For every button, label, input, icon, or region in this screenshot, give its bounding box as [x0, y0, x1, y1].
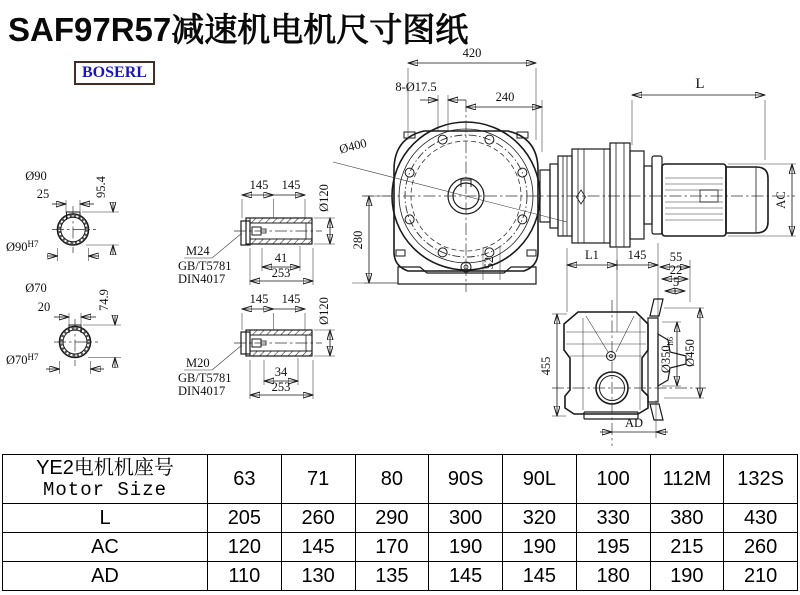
hollow-upper-253-label: 253 — [271, 266, 291, 280]
column-header-132S: 132S — [724, 455, 798, 504]
column-header-80: 80 — [355, 455, 429, 504]
table-row-L — [3, 504, 798, 533]
shaft-upper-bore-label: $Ø90^{H7}$ — [6, 239, 39, 254]
dim-350h6-label: $Ø350_{h6}$ — [659, 336, 675, 374]
hollow-lower-thread-label: M20 — [186, 356, 210, 370]
table-cell: 195 — [576, 533, 650, 562]
table-cell: 330 — [576, 504, 650, 533]
column-header-71: 71 — [281, 455, 355, 504]
motor-size-header — [3, 455, 208, 504]
table-cell: 190 — [429, 533, 503, 562]
column-header-100: 100 — [576, 455, 650, 504]
table-cell: 120 — [208, 533, 282, 562]
flange-dia-label: Ø400 — [337, 135, 369, 157]
column-header-90L: 90L — [503, 455, 577, 504]
page-title: SAF97R57减速机电机尺寸图纸 — [8, 11, 469, 48]
motor-dimension-table — [2, 454, 798, 591]
dim-240-label: 240 — [495, 90, 515, 104]
hollow-upper-thread-label: M24 — [186, 244, 210, 258]
mounting-dim-chain — [567, 248, 690, 291]
dim-L1-label: L1 — [585, 248, 599, 262]
dim-145-label: 145 — [627, 248, 647, 262]
row-label-AD: AD — [3, 562, 208, 591]
solid-shaft-section-lower — [6, 281, 121, 374]
motor-side-view — [540, 143, 768, 332]
dim-22-label: 22 — [669, 263, 683, 277]
hollow-lower-din-label: DIN4017 — [178, 384, 226, 398]
table-cell: 190 — [503, 533, 577, 562]
table-cell: 130 — [281, 562, 355, 591]
table-cell: 110 — [208, 562, 282, 591]
table-cell: 290 — [355, 504, 429, 533]
boserl-logo: BOSERL — [74, 61, 155, 85]
table-cell: 145 — [503, 562, 577, 591]
shaft-lower-keywidth-label: 20 — [37, 300, 51, 314]
dim-5-label: 5 — [672, 275, 680, 289]
dim-280-label: 280 — [351, 230, 365, 250]
shaft-lower-bore-label: $Ø70^{H7}$ — [6, 352, 39, 367]
dim-52-label: 52 — [482, 256, 496, 270]
hollow-lower-145b-label: 145 — [281, 292, 301, 306]
table-cell: 190 — [650, 562, 724, 591]
table-cell: 180 — [576, 562, 650, 591]
table-cell: 145 — [429, 562, 503, 591]
table-row-AD — [3, 562, 798, 591]
table-cell: 170 — [355, 533, 429, 562]
column-header-63: 63 — [208, 455, 282, 504]
dim-AD-label: AD — [624, 416, 644, 430]
dim-55-label: 55 — [669, 250, 683, 264]
table-row-AC — [3, 533, 798, 562]
table-cell: 430 — [724, 504, 798, 533]
table-cell: 260 — [281, 504, 355, 533]
motor-size-header-en: Motor Size — [42, 479, 168, 501]
table-cell: 210 — [724, 562, 798, 591]
dim-450-label: Ø450 — [683, 339, 697, 367]
hollow-lower-145a-label: 145 — [249, 292, 269, 306]
hollow-upper-od-label: Ø120 — [317, 184, 331, 212]
motor-size-header-cn: YE2电机机座号 — [36, 457, 174, 479]
bolt-holes-label: 8-Ø17.5 — [395, 80, 437, 94]
hollow-upper-gb-label: GB/T5781 — [178, 259, 232, 273]
table-cell: 215 — [650, 533, 724, 562]
table-cell: 145 — [281, 533, 355, 562]
table-cell: 135 — [355, 562, 429, 591]
dim-AC-label: AC — [774, 191, 788, 209]
hollow-upper-145a-label: 145 — [249, 178, 269, 192]
row-label-L: L — [3, 504, 208, 533]
hollow-lower-od-label: Ø120 — [317, 297, 331, 325]
shaft-lower-od-label: Ø70 — [25, 281, 47, 295]
hollow-lower-34-label: 34 — [274, 365, 288, 379]
dim-455-label: 455 — [539, 356, 553, 376]
table-cell: 380 — [650, 504, 724, 533]
column-header-112M: 112M — [650, 455, 724, 504]
hollow-lower-gb-label: GB/T5781 — [178, 371, 232, 385]
hollow-upper-41-label: 41 — [274, 251, 288, 265]
shaft-lower-keyheight-label: 74.9 — [97, 289, 111, 311]
solid-shaft-section-upper — [6, 169, 119, 261]
row-label-AC: AC — [3, 533, 208, 562]
table-cell: 260 — [724, 533, 798, 562]
table-cell: 300 — [429, 504, 503, 533]
shaft-upper-keywidth-label: 25 — [36, 187, 50, 201]
table-cell: 205 — [208, 504, 282, 533]
dim-L-label: L — [695, 76, 705, 92]
hollow-shaft-upper — [178, 178, 335, 286]
shaft-upper-keyheight-label: 95.4 — [94, 176, 108, 198]
top-view — [539, 299, 706, 446]
hollow-lower-253-label: 253 — [271, 380, 291, 394]
hollow-upper-145b-label: 145 — [281, 178, 301, 192]
hollow-upper-din-label: DIN4017 — [178, 272, 226, 286]
column-header-90S: 90S — [429, 455, 503, 504]
table-cell: 320 — [503, 504, 577, 533]
dim-420-label: 420 — [462, 46, 482, 60]
shaft-upper-od-label: Ø90 — [25, 169, 47, 183]
hollow-shaft-lower — [178, 292, 335, 399]
